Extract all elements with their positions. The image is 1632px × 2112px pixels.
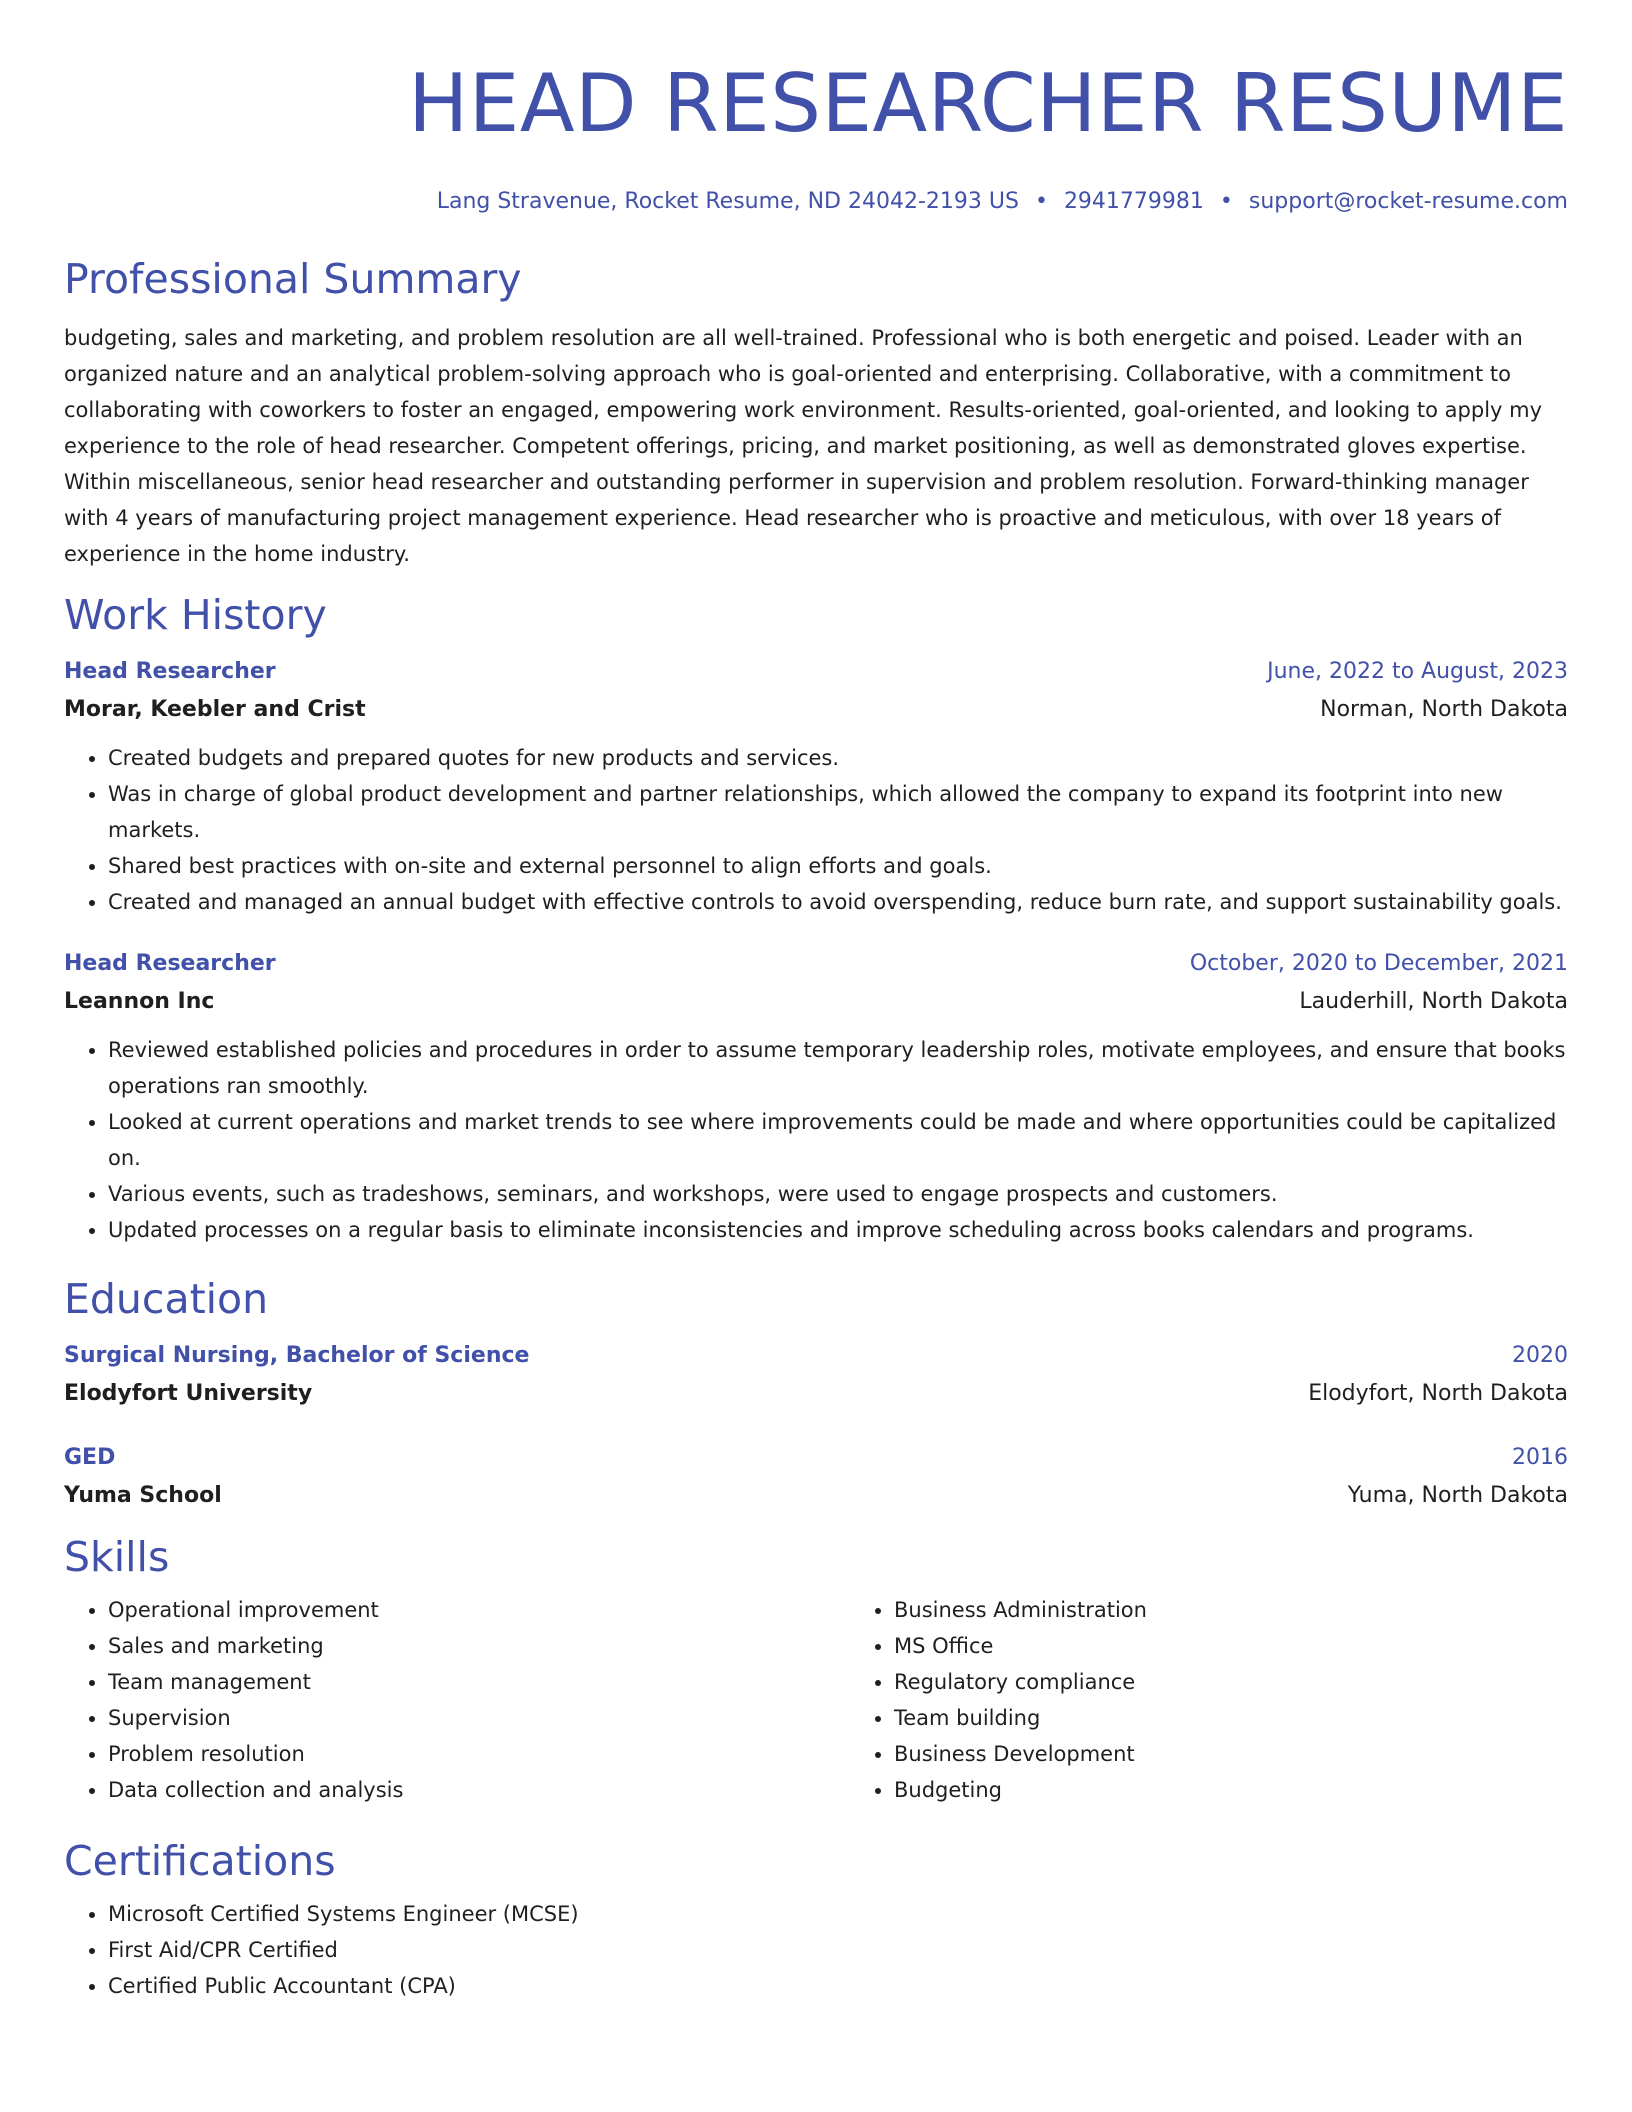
- education-entry: [64, 1338, 1568, 1414]
- skill-item: • Problem resolution: [108, 1736, 850, 1772]
- job-company: Morar, Keebler and Crist: [64, 697, 366, 722]
- contact-phone[interactable]: 2941779981: [1063, 189, 1204, 214]
- contact-line: [64, 188, 1568, 216]
- job-location: Norman, North Dakota: [1320, 697, 1568, 722]
- education-location: Elodyfort, North Dakota: [1308, 1381, 1568, 1406]
- education-entry: [64, 1440, 1568, 1516]
- skill-item: • Supervision: [108, 1700, 850, 1736]
- skill-item: • Team building: [894, 1700, 1632, 1736]
- job-role: Head Researcher: [64, 951, 276, 976]
- job-bullets: [64, 1032, 1568, 1248]
- job-bullet: • Reviewed established policies and procedures in order to assume temporary leadership roles, motivate employees, and ensure that books operations ran smoothly.: [108, 1032, 1568, 1104]
- skills-heading: Skills: [64, 1533, 170, 1581]
- skills-grid: [64, 1592, 1568, 1808]
- job-role: Head Researcher: [64, 659, 276, 684]
- job-bullet: • Shared best practices with on-site and external personnel to align efforts and goals.: [108, 848, 1568, 884]
- contact-email[interactable]: support@rocket-resume.com: [1248, 189, 1568, 214]
- contact-separator: •: [1219, 189, 1233, 214]
- job-bullet: • Various events, such as tradeshows, seminars, and workshops, were used to engage prospects and customers.: [108, 1176, 1568, 1212]
- skills-list-left: [64, 1592, 850, 1808]
- contact-address: Lang Stravenue, Rocket Resume, ND 24042-2193 US: [436, 189, 1019, 214]
- work-entry: [64, 946, 1568, 1248]
- education-year: 2020: [1512, 1343, 1568, 1368]
- job-dates: October, 2020 to December, 2021: [1189, 951, 1568, 976]
- skill-item: • Sales and marketing: [108, 1628, 850, 1664]
- skills-list-right: [850, 1592, 1632, 1808]
- summary-heading: Professional Summary: [64, 255, 522, 303]
- skill-item: • Regulatory compliance: [894, 1664, 1632, 1700]
- resume-title: HEAD RESEARCHER RESUME: [408, 57, 1568, 150]
- job-bullet: • Created and managed an annual budget with effective controls to avoid overspending, reduce burn rate, and support sustainability goals.: [108, 884, 1568, 920]
- education-year: 2016: [1512, 1445, 1568, 1470]
- education-degree: Surgical Nursing, Bachelor of Science: [64, 1343, 530, 1368]
- job-bullet: • Looked at current operations and market trends to see where improvements could be made and where opportunities could be capitalized on.: [108, 1104, 1568, 1176]
- job-bullet: • Was in charge of global product development and partner relationships, which allowed the company to expand its footprint into new markets.: [108, 776, 1568, 848]
- skill-item: • Team management: [108, 1664, 850, 1700]
- certification-item: • First Aid/CPR Certified: [108, 1932, 1568, 1968]
- certifications-list: [64, 1896, 1568, 2004]
- job-location: Lauderhill, North Dakota: [1299, 989, 1568, 1014]
- job-bullets: [64, 740, 1568, 920]
- skill-item: • MS Office: [894, 1628, 1632, 1664]
- job-dates: June, 2022 to August, 2023: [1267, 659, 1568, 684]
- education-degree: GED: [64, 1445, 116, 1470]
- skill-item: • Business Development: [894, 1736, 1632, 1772]
- skill-item: • Operational improvement: [108, 1592, 850, 1628]
- job-bullet: • Created budgets and prepared quotes for new products and services.: [108, 740, 1568, 776]
- skill-item: • Data collection and analysis: [108, 1772, 850, 1808]
- certification-item: • Microsoft Certified Systems Engineer (MCSE): [108, 1896, 1568, 1932]
- certifications-heading: Certifications: [64, 1837, 336, 1885]
- education-heading: Education: [64, 1275, 269, 1323]
- work-entry: [64, 654, 1568, 920]
- certification-item: • Certified Public Accountant (CPA): [108, 1968, 1568, 2004]
- contact-separator: •: [1034, 189, 1048, 214]
- work-history-heading: Work History: [64, 591, 327, 639]
- skill-item: • Business Administration: [894, 1592, 1632, 1628]
- education-location: Yuma, North Dakota: [1347, 1483, 1568, 1508]
- education-school: Yuma School: [64, 1483, 222, 1508]
- education-school: Elodyfort University: [64, 1381, 313, 1406]
- job-bullet: • Updated processes on a regular basis to eliminate inconsistencies and improve scheduling across books calendars and programs.: [108, 1212, 1568, 1248]
- summary-text: budgeting, sales and marketing, and problem resolution are all well-trained. Professional who is both energetic and poised. Leader with an organized nature and an analytical problem-solving approach who is goal-oriented and enterprising. Collaborative, with a commitment to collaborating with coworkers to foster an engaged, empowering work environment. Results-oriented, goal-oriented, and looking to apply my experience to the role of head researcher. Competent offerings, pricing, and market positioning, as well as demonstrated gloves expertise. Within miscellaneous, senior head researcher and outstanding performer in supervision and problem resolution. Forward-thinking manager with 4 years of manufacturing project management experience. Head researcher who is proactive and meticulous, with over 18 years of experience in the home industry.: [64, 326, 1543, 566]
- job-company: Leannon Inc: [64, 989, 215, 1014]
- skill-item: • Budgeting: [894, 1772, 1632, 1808]
